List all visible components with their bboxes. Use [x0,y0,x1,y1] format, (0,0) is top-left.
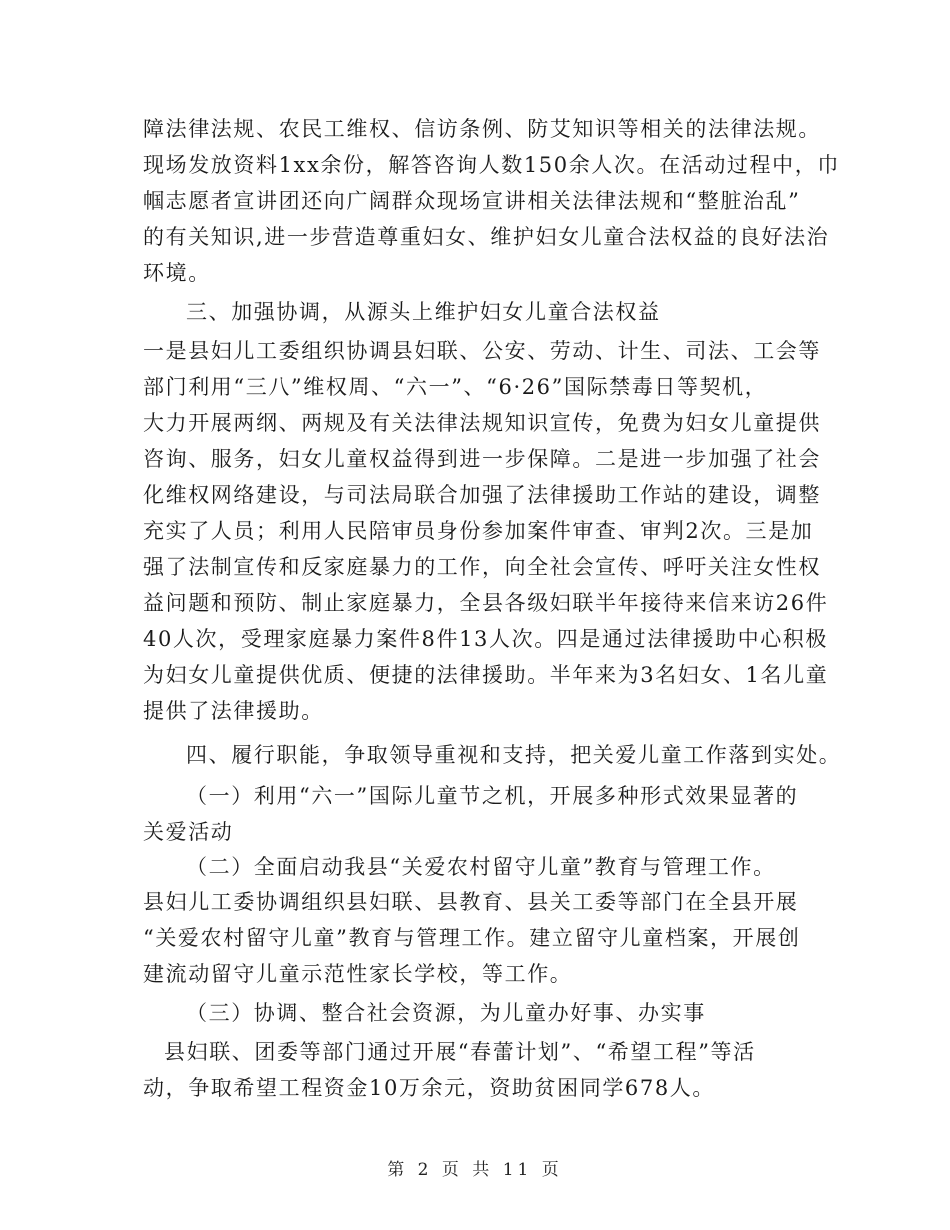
page-number-footer: 第 2 页 共 11 页 [387,1160,563,1180]
text-line: 现场发放资料1xx余份，解答咨询人数150余人次。在活动过程中，巾 [143,153,840,177]
text-line: 为妇女儿童提供优质、便捷的法律援助。半年来为3名妇女、1名儿童 [143,663,829,687]
text-line: 动，争取希望工程资金10万余元，资助贫困同学678人。 [143,1076,716,1100]
subsection-heading: （二）全面启动我县“关爱农村留守儿童”教育与管理工作。 [186,855,776,879]
text-line: 环境。 [143,261,211,285]
text-line: 化维权网络建设，与司法局联合加强了法律援助工作站的建设，调整 [143,483,821,507]
subsection-heading: （一）利用“六一”国际儿童节之机，开展多种形式效果显著的 [186,784,799,808]
text-line: 一是县妇儿工委组织协调县妇联、公安、劳动、计生、司法、工会等 [143,339,821,363]
text-line: “关爱农村留守儿童”教育与管理工作。建立留守儿童档案，开展创 [143,926,801,950]
text-line: 充实了人员；利用人民陪审员身份参加案件审查、审判2次。三是加 [143,519,814,543]
text-line: 帼志愿者宣讲团还向广阔群众现场宣讲相关法律法规和“整脏治乱” [143,189,801,213]
text-line: 的有关知识,进一步营造尊重妇女、维护妇女儿童合法权益的良好法治 [143,225,830,249]
text-line: 提供了法律援助。 [143,699,324,723]
text-line: 大力开展两纲、两规及有关法律法规知识宣传，免费为妇女儿童提供 [143,411,821,435]
subsection-heading: （三）协调、整合社会资源，为儿童办好事、办实事 [186,1001,706,1025]
text-line: 部门利用“三八”维权周、“六一”、“6·26”国际禁毒日等契机， [143,375,768,399]
section-heading: 四、履行职能，争取领导重视和支持，把关爱儿童工作落到实处。 [186,743,842,767]
text-line: 建流动留守儿童示范性家长学校，等工作。 [143,962,573,986]
text-line: 强了法制宣传和反家庭暴力的工作，向全社会宣传、呼吁关注女性权 [143,555,821,579]
text-line: 咨询、服务，妇女儿童权益得到进一步保障。二是进一步加强了社会 [143,447,821,471]
text-line: 县妇联、团委等部门通过开展“春蕾计划”、“希望工程”等活 [164,1040,756,1064]
text-line: 障法律法规、农民工维权、信访条例、防艾知识等相关的法律法规。 [143,117,821,141]
text-line: 关爱活动 [143,820,234,844]
text-line: 40人次，受理家庭暴力案件8件13人次。四是通过法律援助中心积极 [143,627,829,651]
text-line: 县妇儿工委协调组织县妇联、县教育、县关工委等部门在全县开展 [143,890,799,914]
section-heading: 三、加强协调，从源头上维护妇女儿童合法权益 [186,300,661,324]
text-line: 益问题和预防、制止家庭暴力，全县各级妇联半年接待来信来访26件 [143,591,829,615]
